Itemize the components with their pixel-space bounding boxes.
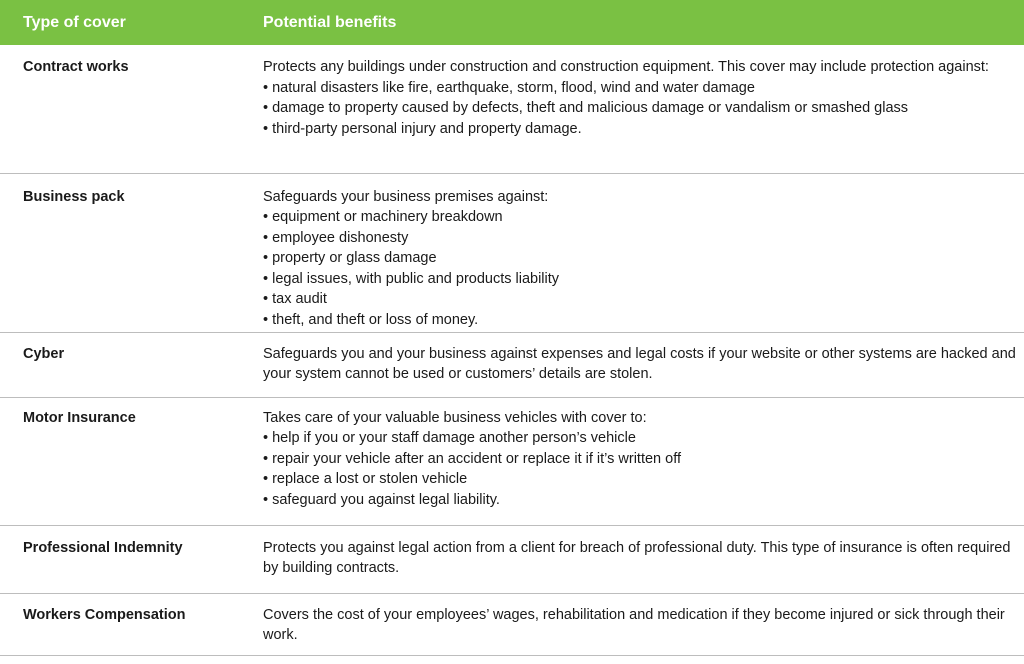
benefit-item: • repair your vehicle after an accident or replace it if it’s written off bbox=[263, 450, 681, 467]
benefit-item: • third-party personal injury and property damage. bbox=[263, 120, 582, 137]
table-row bbox=[0, 397, 1024, 525]
benefit-intro: Covers the cost of your employees’ wages, rehabilitation and medication if they become injured or sick through their work. bbox=[263, 606, 1005, 644]
cover-benefits bbox=[245, 525, 1024, 593]
cover-type: Contract works bbox=[0, 45, 245, 173]
table-row bbox=[0, 593, 1024, 655]
table-row bbox=[0, 525, 1024, 593]
benefit-item: • employee dishonesty bbox=[263, 229, 409, 246]
cover-benefits bbox=[245, 173, 1024, 332]
cover-type: Business pack bbox=[0, 173, 245, 332]
benefit-item: • replace a lost or stolen vehicle bbox=[263, 471, 468, 488]
benefit-intro: Protects you against legal action from a client for breach of professional duty. This type of insurance is often required by building contracts. bbox=[263, 539, 1011, 577]
benefit-item: • safeguard you against legal liability. bbox=[263, 492, 500, 509]
benefit-item: • tax audit bbox=[263, 291, 327, 308]
header-type-of-cover: Type of cover bbox=[23, 13, 126, 31]
table-header-row bbox=[0, 0, 1024, 45]
benefit-item: • damage to property caused by defects, theft and malicious damage or vandalism or smashed glass bbox=[263, 100, 909, 117]
cover-benefits bbox=[245, 397, 1024, 525]
benefit-item: • help if you or your staff damage another person’s vehicle bbox=[263, 430, 636, 447]
benefit-intro: Protects any buildings under construction and construction equipment. This cover may include protection against: bbox=[263, 59, 989, 75]
benefit-item: • property or glass damage bbox=[263, 250, 437, 267]
benefit-intro: Safeguards you and your business against expenses and legal costs if your website or other systems are hacked and your system cannot be used or customers’ details are stolen. bbox=[263, 345, 1016, 383]
benefit-item: • legal issues, with public and products liability bbox=[263, 270, 560, 287]
benefit-item: • theft, and theft or loss of money. bbox=[263, 312, 479, 329]
cover-type: Workers Compensation bbox=[0, 593, 245, 655]
benefit-intro: Takes care of your valuable business vehicles with cover to: bbox=[263, 409, 647, 426]
cover-benefits bbox=[245, 332, 1024, 397]
benefit-intro: Safeguards your business premises against: bbox=[263, 188, 549, 205]
cover-benefits bbox=[245, 593, 1024, 655]
cover-type: Cyber bbox=[0, 332, 245, 397]
table-row bbox=[0, 45, 1024, 173]
header-potential-benefits: Potential benefits bbox=[263, 13, 397, 31]
cover-benefits bbox=[245, 45, 1024, 173]
table-row bbox=[0, 173, 1024, 332]
cover-type: Motor Insurance bbox=[0, 397, 245, 525]
cover-type: Professional Indemnity bbox=[0, 525, 245, 593]
benefit-item: • natural disasters like fire, earthquake, storm, flood, wind and water damage bbox=[263, 79, 755, 96]
table-row bbox=[0, 332, 1024, 397]
benefit-item: • equipment or machinery breakdown bbox=[263, 209, 503, 226]
